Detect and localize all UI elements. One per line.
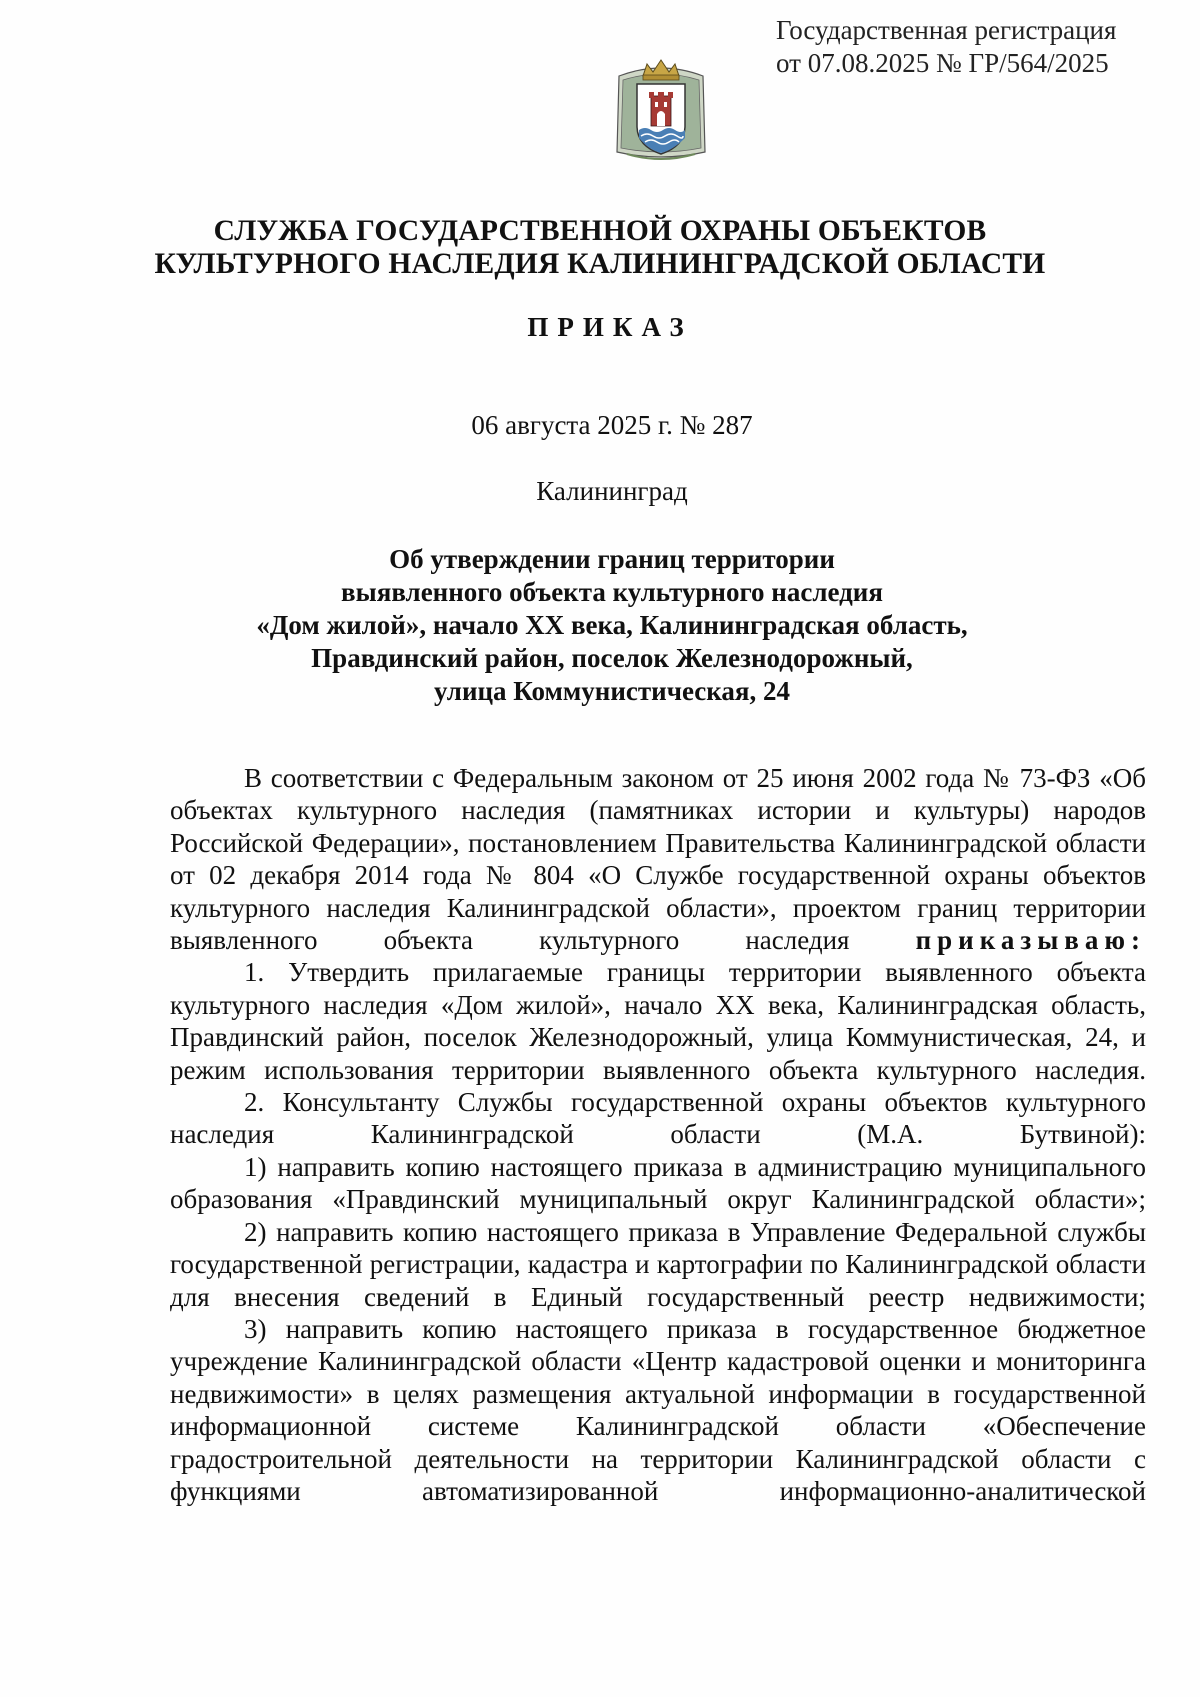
subject-line: «Дом жилой», начало XX века, Калининградская область, bbox=[256, 610, 968, 640]
order-subject bbox=[0, 543, 1200, 708]
item-1: 1. Утвердить прилагаемые границы территории выявленного объекта культурного наследия «Дом жилой», начало XX века, Калининградская область, Правдинский район, поселок Железнодорожный, улица Коммунистическая, 24, и режим использования территории выявленного объекта культурного наследия. bbox=[170, 957, 1146, 1085]
preamble-text: В соответствии с Федеральным законом от 25 июня 2002 года № 73-ФЗ «Об объектах культурного наследия (памятниках истории и культуры) народов Российской Федерации», постановлением Правительства Калининградской области от 02 декабря 2014 года № 804 «О Службе государственной охраны объектов культурного наследия Калининградской области», проектом границ территории выявленного объекта культурного наследия bbox=[170, 763, 1146, 956]
organization-name-line-2: КУЛЬТУРНОГО НАСЛЕДИЯ КАЛИНИНГРАДСКОЙ ОБЛАСТИ bbox=[154, 248, 1046, 280]
subject-line: Правдинский район, поселок Железнодорожный, bbox=[311, 643, 913, 673]
subitem-1: 1) направить копию настоящего приказа в администрацию муниципального образования «Правдинский муниципальный округ Калининградской области»; bbox=[170, 1151, 1146, 1215]
registration-line-1: Государственная регистрация bbox=[776, 15, 1117, 45]
document-type: ПРИКАЗ bbox=[527, 312, 693, 342]
subject-line: Об утверждении границ территории bbox=[389, 544, 835, 574]
organization-name bbox=[0, 215, 1200, 281]
registration-line-2: от 07.08.2025 № ГР/564/2025 bbox=[776, 48, 1109, 78]
order-word: приказываю: bbox=[915, 925, 1146, 956]
subitem-3: 3) направить копию настоящего приказа в государственное бюджетное учреждение Калининградской области «Центр кадастровой оценки и мониторинга недвижимости» в целях размещения актуальной информации в государственной информационной системе Калининградской области «Обеспечение градостроительной деятельности на территории Калининградской области с функциями автоматизированной информационно-аналитической bbox=[170, 1313, 1146, 1506]
coat-of-arms-icon bbox=[613, 56, 709, 164]
date-and-number: 06 августа 2025 г. № 287 bbox=[471, 410, 753, 440]
organization-name-line-1: СЛУЖБА ГОСУДАРСТВЕННОЙ ОХРАНЫ ОБЪЕКТОВ bbox=[213, 215, 987, 247]
item-2: 2. Консультанту Службы государственной охраны объектов культурного наследия Калининградской области (М.А. Бутвиной): bbox=[170, 1087, 1146, 1150]
city: Калининград bbox=[536, 476, 688, 506]
subject-line: выявленного объекта культурного наследия bbox=[341, 577, 883, 607]
registration-stamp bbox=[776, 14, 1176, 80]
subitem-2: 2) направить копию настоящего приказа в Управление Федеральной службы государственной регистрации, кадастра и картографии по Калининградской области для внесения сведений в Единый государственный реестр недвижимости; bbox=[170, 1216, 1146, 1312]
preamble-paragraph bbox=[170, 762, 1146, 956]
subject-line: улица Коммунистическая, 24 bbox=[433, 676, 791, 706]
order-body bbox=[170, 762, 1146, 1507]
